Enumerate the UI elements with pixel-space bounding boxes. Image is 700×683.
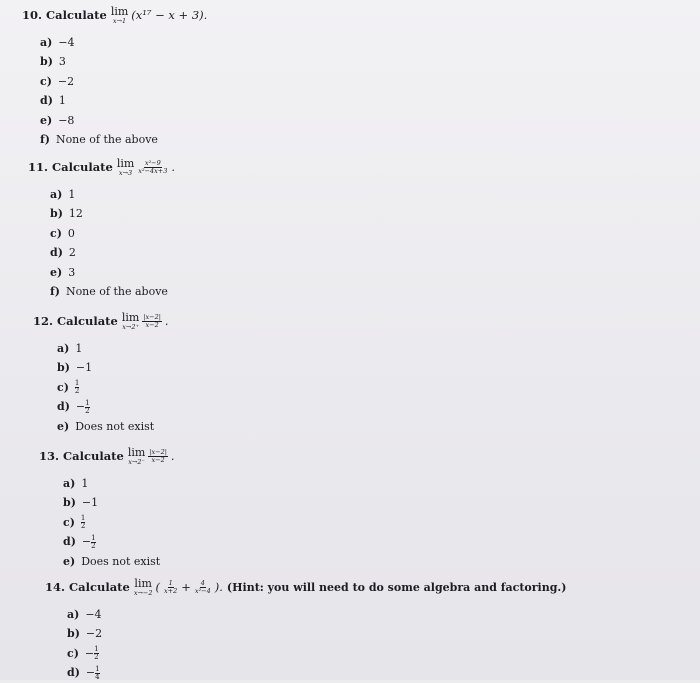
option-fraction <box>85 400 89 415</box>
option-fraction <box>94 646 98 661</box>
option-label: c) <box>57 380 69 394</box>
option-label: a) <box>50 187 63 201</box>
question-stem <box>45 578 566 597</box>
option-a <box>40 33 207 53</box>
option-label: f) <box>50 285 60 298</box>
question-number: 10. <box>22 8 43 23</box>
limit-operator <box>117 158 134 177</box>
option-text: − <box>81 535 92 548</box>
option-label: d) <box>63 535 76 548</box>
option-text: −2 <box>85 627 103 640</box>
close-paren: ). <box>214 580 223 595</box>
option-label: e) <box>40 113 53 127</box>
option-b <box>57 358 169 378</box>
plus-sign: + <box>181 580 191 595</box>
lim-subscript: x→1 <box>112 17 127 25</box>
limit-operator <box>111 6 128 25</box>
option-text: − <box>84 646 95 660</box>
option-c <box>50 224 175 244</box>
limit-expression <box>117 158 175 177</box>
frac-num: 1 <box>91 533 96 542</box>
option-label: b) <box>63 496 76 509</box>
option-label: d) <box>40 94 53 107</box>
denominator: x²−4 <box>194 586 211 595</box>
numerator: 1 <box>168 578 173 587</box>
option-text: −1 <box>75 361 93 374</box>
option-text: 1 <box>58 94 66 107</box>
limit-expression <box>134 578 223 597</box>
answer-options <box>67 605 566 683</box>
lim-subscript: x→2⁻ <box>128 458 145 466</box>
fraction <box>148 449 168 464</box>
option-label: d) <box>57 400 70 413</box>
option-label: e) <box>63 554 76 568</box>
option-label: e) <box>50 265 63 279</box>
option-label: f) <box>40 133 50 146</box>
option-d <box>50 243 175 263</box>
question-10 <box>22 6 207 150</box>
question-number: 11. <box>28 160 49 175</box>
answer-options <box>40 33 207 150</box>
question-number: 12. <box>33 314 54 329</box>
question-lead: Calculate <box>57 314 118 329</box>
option-e <box>40 111 207 131</box>
lim-word: lim <box>116 157 135 170</box>
limit-expression <box>128 447 175 466</box>
lim-word: lim <box>134 577 152 590</box>
option-text: −2 <box>57 74 75 88</box>
option-e <box>57 417 169 437</box>
option-label: b) <box>50 207 63 220</box>
question-stem <box>33 312 169 331</box>
option-text: None of the above <box>65 285 168 298</box>
option-d <box>63 532 175 552</box>
limit-expression <box>111 6 208 25</box>
option-text: 0 <box>67 226 75 240</box>
lim-word: lim <box>127 446 146 459</box>
frac-num: 1 <box>95 664 100 673</box>
question-number: 14. <box>45 580 66 595</box>
option-a <box>67 605 566 625</box>
numerator: x²−9 <box>144 158 161 167</box>
option-text: 2 <box>68 246 76 259</box>
option-b <box>63 493 175 513</box>
option-text: − <box>75 400 86 413</box>
limit-expression <box>122 312 169 331</box>
option-text: − <box>85 666 96 679</box>
option-b <box>40 52 207 72</box>
option-fraction <box>75 380 79 395</box>
option-label: b) <box>67 627 80 640</box>
option-e <box>63 552 175 572</box>
option-label: a) <box>40 35 53 49</box>
option-f <box>50 282 175 302</box>
question-lead: Calculate <box>69 580 130 595</box>
question-stem <box>28 158 175 177</box>
numerator: 4 <box>200 578 205 587</box>
option-label: c) <box>67 646 79 660</box>
open-paren: ( <box>155 580 161 595</box>
option-label: a) <box>67 607 80 621</box>
lim-subscript: x→3 <box>118 169 133 177</box>
option-c <box>63 513 175 533</box>
option-label: e) <box>57 419 70 433</box>
hint-text: (Hint: you will need to do some algebra and factoring.) <box>226 580 567 594</box>
question-lead: Calculate <box>46 8 107 23</box>
option-text: 12 <box>68 207 83 220</box>
option-a <box>63 474 175 494</box>
option-label: a) <box>63 476 76 490</box>
lim-subscript: x→−2 <box>133 589 153 597</box>
option-b <box>67 624 566 644</box>
option-label: c) <box>40 74 52 88</box>
option-text: −8 <box>58 113 75 127</box>
numerator: |x−2| <box>149 447 167 456</box>
option-text: None of the above <box>55 133 158 146</box>
option-d <box>57 397 169 417</box>
lim-subscript: x→2⁺ <box>122 323 139 331</box>
frac-den: 2 <box>74 387 80 395</box>
fraction <box>163 580 178 595</box>
question-number: 13. <box>39 449 60 464</box>
answer-options <box>63 474 175 572</box>
option-text: 1 <box>75 341 83 355</box>
option-d <box>40 91 207 111</box>
limit-operator <box>134 578 153 597</box>
option-text: 3 <box>58 55 66 68</box>
option-text: −1 <box>81 496 99 509</box>
option-f <box>40 130 207 150</box>
option-c <box>40 72 207 92</box>
option-c <box>57 378 169 398</box>
fraction <box>137 160 168 175</box>
option-c <box>67 644 566 664</box>
fraction <box>142 314 162 329</box>
frac-den: 2 <box>80 522 86 530</box>
option-a <box>50 185 175 205</box>
denominator: x−2 <box>151 455 165 464</box>
option-text: −4 <box>85 607 102 621</box>
option-label: a) <box>57 341 70 355</box>
question-11 <box>28 158 175 302</box>
frac-den: 2 <box>85 406 90 415</box>
option-text: 1 <box>81 476 89 490</box>
answer-options <box>57 339 169 437</box>
frac-den: 2 <box>94 653 99 661</box>
question-14 <box>45 578 566 683</box>
denominator: x−2 <box>145 320 159 329</box>
option-fraction <box>95 666 99 681</box>
lim-word: lim <box>121 311 140 324</box>
option-label: b) <box>57 361 70 374</box>
option-text: Does not exist <box>75 419 155 433</box>
option-label: c) <box>50 226 62 240</box>
option-fraction <box>91 535 95 550</box>
frac-num: 1 <box>80 514 86 522</box>
limit-body: (x¹⁷ − x + 3). <box>131 8 208 23</box>
denominator: x+2 <box>164 586 178 595</box>
option-e <box>50 263 175 283</box>
option-label: d) <box>67 666 80 679</box>
question-13 <box>39 447 175 571</box>
question-12 <box>33 312 169 436</box>
option-fraction <box>81 515 85 530</box>
question-stem <box>22 6 207 25</box>
question-stem <box>39 447 175 466</box>
frac-num: 1 <box>94 645 99 653</box>
option-label: b) <box>40 55 53 68</box>
option-text: −4 <box>58 35 75 49</box>
limit-operator <box>122 312 139 331</box>
lim-word: lim <box>110 5 129 18</box>
question-lead: Calculate <box>52 160 113 175</box>
punctuation: . <box>171 160 176 175</box>
option-a <box>57 339 169 359</box>
limit-operator <box>128 447 145 466</box>
denominator: x²−4x+3 <box>138 166 168 175</box>
option-label: c) <box>63 515 75 529</box>
punctuation: . <box>164 314 169 329</box>
numerator: |x−2| <box>143 312 161 321</box>
option-text: 1 <box>68 187 76 201</box>
option-label: d) <box>50 246 63 259</box>
frac-den: 4 <box>95 672 100 681</box>
answer-options <box>50 185 175 302</box>
frac-den: 2 <box>91 541 96 550</box>
question-lead: Calculate <box>63 449 124 464</box>
option-b <box>50 204 175 224</box>
frac-num: 1 <box>85 398 90 407</box>
option-text: 3 <box>68 265 76 279</box>
option-text: Does not exist <box>81 554 161 568</box>
frac-num: 1 <box>74 379 80 387</box>
fraction <box>194 580 212 595</box>
punctuation: . <box>170 449 175 464</box>
